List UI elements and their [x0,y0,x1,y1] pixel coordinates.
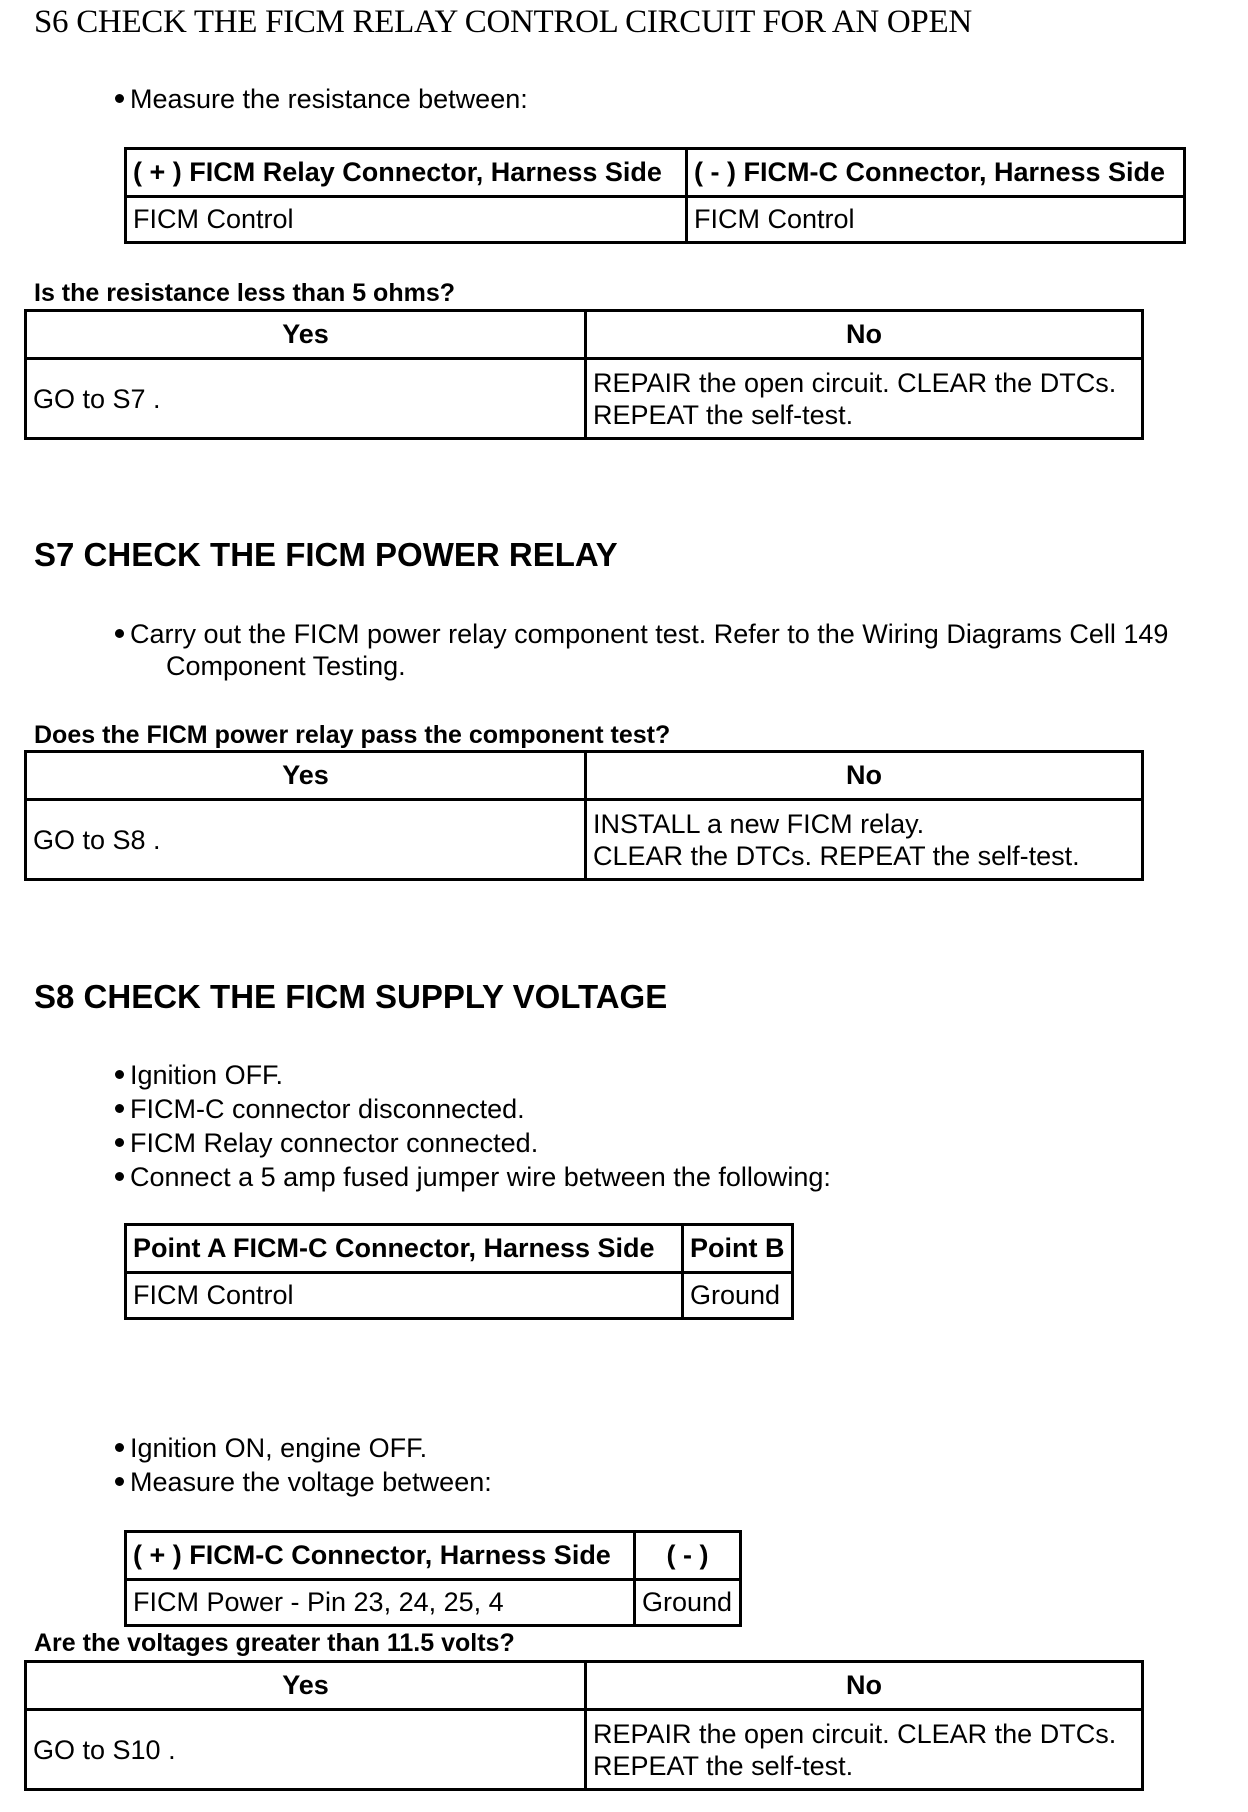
list-item: FICM Relay connector connected. [115,1126,831,1160]
s6-question: Is the resistance less than 5 ohms? [34,279,455,307]
s6-measure-table [124,147,1186,244]
table-cell: Ground [635,1580,741,1626]
s8-question: Are the voltages greater than 11.5 volts? [34,1629,515,1657]
yes-header: Yes [26,1662,586,1710]
table-header: Point A FICM-C Connector, Harness Side [126,1225,683,1273]
no-action: REPAIR the open circuit. CLEAR the DTCs. REPEAT the self-test. [586,359,1143,439]
bullet-dot [115,1443,124,1452]
list-item: FICM-C connector disconnected. [115,1092,831,1126]
table-cell: FICM Control [687,197,1185,243]
s7-question: Does the FICM power relay pass the component test? [34,721,671,749]
table-cell: Ground [683,1273,793,1319]
bullet-dot [115,1070,124,1079]
bullet-dot [115,1477,124,1486]
s7-title: S7 CHECK THE FICM POWER RELAY [34,536,618,573]
s8-voltage-table [124,1530,742,1627]
bullet-dot [115,1172,124,1181]
s8-decision-table [24,1660,1144,1791]
s6-decision-table [24,309,1144,440]
list-item: Connect a 5 amp fused jumper wire between the following: [115,1160,831,1194]
yes-header: Yes [26,311,586,359]
no-header: No [586,752,1143,800]
s8-bullet-list-b [115,1431,492,1499]
s6-title: S6 CHECK THE FICM RELAY CONTROL CIRCUIT FOR AN OPEN [34,4,972,40]
no-action: REPAIR the open circuit. CLEAR the DTCs. REPEAT the self-test. [586,1710,1143,1790]
s7-bullet: Carry out the FICM power relay component test. Refer to the Wiring Diagrams Cell 149 [115,617,1168,651]
table-header: Point B [683,1225,793,1273]
bullet-text: Measure the resistance between: [130,84,528,114]
table-header: ( - ) [635,1532,741,1580]
s7-bullet-continued: Component Testing. [166,651,406,681]
yes-action: GO to S7 . [26,359,586,439]
yes-action: GO to S8 . [26,800,586,880]
table-header: ( + ) FICM-C Connector, Harness Side [126,1532,635,1580]
table-cell: FICM Control [126,1273,683,1319]
list-item: Ignition OFF. [115,1058,831,1092]
list-item: Measure the voltage between: [115,1465,492,1499]
yes-header: Yes [26,752,586,800]
yes-action: GO to S10 . [26,1710,586,1790]
s8-title: S8 CHECK THE FICM SUPPLY VOLTAGE [34,978,668,1015]
s7-decision-table [24,750,1144,881]
bullet-dot [115,94,124,103]
s8-jumper-table [124,1223,794,1320]
table-cell: FICM Power - Pin 23, 24, 25, 4 [126,1580,635,1626]
table-header: ( + ) FICM Relay Connector, Harness Side [126,149,687,197]
no-action: INSTALL a new FICM relay. CLEAR the DTCs. REPEAT the self-test. [586,800,1143,880]
s6-bullet [115,82,528,116]
bullet-dot [115,629,124,638]
list-item: Ignition ON, engine OFF. [115,1431,492,1465]
no-header: No [586,311,1143,359]
table-cell: FICM Control [126,197,687,243]
bullet-dot [115,1138,124,1147]
s8-bullet-list-a [115,1058,831,1194]
bullet-dot [115,1104,124,1113]
no-header: No [586,1662,1143,1710]
table-header: ( - ) FICM-C Connector, Harness Side [687,149,1185,197]
